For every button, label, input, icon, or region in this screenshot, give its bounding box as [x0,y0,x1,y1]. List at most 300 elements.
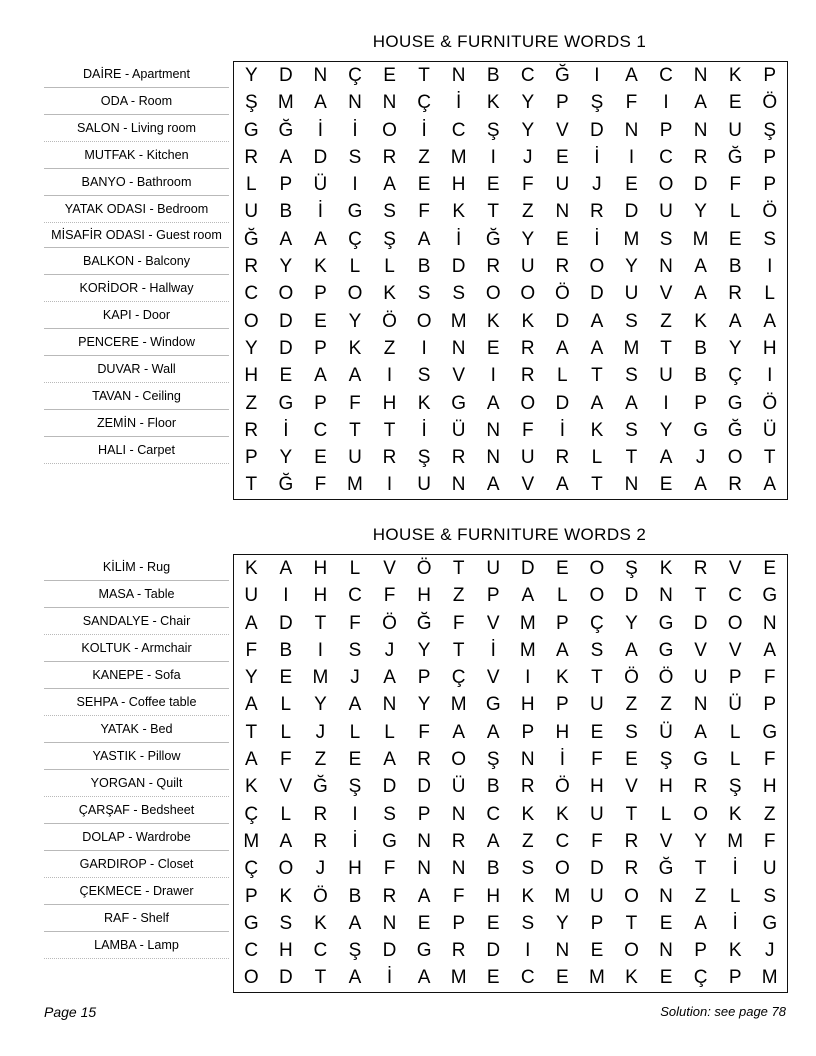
letter-cell[interactable]: E [556,228,569,250]
letter-cell[interactable]: Y [314,694,327,716]
letter-cell[interactable]: T [591,667,603,689]
letter-cell[interactable]: L [245,174,257,196]
letter-cell[interactable]: Y [279,256,293,278]
letter-cell[interactable]: E [556,558,569,579]
letter-cell[interactable]: Ö [762,201,778,223]
letter-cell[interactable]: A [556,337,569,359]
letter-cell[interactable]: N [555,940,570,962]
letter-cell[interactable]: B [348,885,362,907]
letter-cell[interactable]: G [693,419,708,441]
letter-cell[interactable]: S [279,912,293,934]
letter-cell[interactable]: U [348,447,362,469]
letter-cell[interactable]: N [486,419,501,441]
letter-cell[interactable]: O [658,174,674,196]
letter-cell[interactable]: T [349,419,361,441]
letter-cell[interactable]: C [728,585,743,607]
letter-cell[interactable]: I [317,639,324,661]
letter-cell[interactable]: Ö [382,612,397,634]
letter-cell[interactable]: R [382,885,397,907]
letter-cell[interactable]: Ü [728,694,743,716]
letter-cell[interactable]: S [452,283,465,305]
letter-cell[interactable]: İ [456,92,462,114]
letter-cell[interactable]: N [762,612,777,634]
letter-cell[interactable]: F [314,474,327,496]
letter-cell[interactable]: A [383,667,396,689]
letter-cell[interactable]: J [592,174,602,196]
letter-cell[interactable]: V [279,776,293,798]
letter-cell[interactable]: S [625,365,638,387]
letter-cell[interactable]: U [762,858,777,880]
letter-cell[interactable]: D [382,776,397,798]
letter-cell[interactable]: F [591,830,603,852]
letter-cell[interactable]: A [694,256,707,278]
letter-cell[interactable]: İ [352,830,358,852]
letter-cell[interactable]: R [520,776,535,798]
letter-cell[interactable]: Z [521,830,534,852]
letter-cell[interactable]: I [386,474,393,496]
letter-cell[interactable]: V [728,639,742,661]
letter-cell[interactable]: Y [244,65,258,86]
letter-cell[interactable]: T [452,639,465,661]
letter-cell[interactable]: J [695,447,706,469]
letter-cell[interactable]: K [486,92,500,114]
letter-cell[interactable]: E [486,174,500,196]
letter-cell[interactable]: Ş [486,119,500,141]
letter-cell[interactable]: T [314,612,327,634]
letter-cell[interactable]: H [244,365,259,387]
letter-cell[interactable]: D [693,612,708,634]
letter-cell[interactable]: A [279,146,293,168]
letter-cell[interactable]: M [450,146,467,168]
letter-cell[interactable]: A [348,694,362,716]
letter-cell[interactable]: F [280,749,292,771]
letter-cell[interactable]: S [763,228,777,250]
letter-cell[interactable]: I [767,256,773,278]
letter-cell[interactable]: A [625,639,638,661]
letter-cell[interactable]: K [348,337,362,359]
letter-cell[interactable]: U [728,119,743,141]
letter-cell[interactable]: E [625,174,638,196]
letter-cell[interactable]: Ğ [278,474,294,496]
letter-cell[interactable]: Ç [244,858,259,880]
letter-cell[interactable]: D [278,967,293,989]
letter-cell[interactable]: I [594,65,600,86]
letter-cell[interactable]: İ [283,419,289,441]
letter-cell[interactable]: Ö [624,667,639,689]
letter-cell[interactable]: D [520,558,535,579]
letter-cell[interactable]: A [694,283,707,305]
letter-cell[interactable]: A [417,228,431,250]
letter-cell[interactable]: Z [314,749,327,771]
letter-cell[interactable]: T [591,474,603,496]
letter-cell[interactable]: I [421,337,427,359]
letter-cell[interactable]: T [314,967,327,989]
letter-cell[interactable]: İ [317,201,324,223]
letter-cell[interactable]: I [525,667,531,689]
letter-cell[interactable]: N [382,694,397,716]
letter-cell[interactable]: Ü [451,419,466,441]
letter-cell[interactable]: K [694,310,707,332]
letter-cell[interactable]: U [244,201,259,223]
letter-cell[interactable]: Y [659,419,673,441]
letter-cell[interactable]: E [417,174,431,196]
letter-cell[interactable]: E [556,146,569,168]
letter-cell[interactable]: I [352,174,358,196]
letter-cell[interactable]: F [349,392,361,414]
letter-cell[interactable]: R [693,146,708,168]
letter-cell[interactable]: M [588,967,605,989]
letter-cell[interactable]: E [659,474,673,496]
letter-cell[interactable]: T [694,858,707,880]
letter-cell[interactable]: M [623,228,640,250]
letter-cell[interactable]: N [451,65,466,86]
letter-cell[interactable]: C [451,119,466,141]
letter-cell[interactable]: O [589,256,605,278]
letter-cell[interactable]: E [659,912,673,934]
letter-cell[interactable]: N [555,201,570,223]
letter-cell[interactable]: Ş [383,228,396,250]
letter-cell[interactable]: U [520,447,535,469]
letter-cell[interactable]: D [590,283,604,305]
letter-cell[interactable]: S [590,639,604,661]
letter-cell[interactable]: F [763,749,776,771]
letter-cell[interactable]: Y [244,667,258,689]
letter-cell[interactable]: U [486,558,501,579]
letter-cell[interactable]: A [694,912,707,934]
letter-cell[interactable]: P [659,119,673,141]
letter-cell[interactable]: C [313,940,328,962]
letter-cell[interactable]: A [763,310,777,332]
letter-cell[interactable]: H [486,885,501,907]
letter-cell[interactable]: P [417,667,431,689]
letter-cell[interactable]: B [694,337,707,359]
letter-cell[interactable]: O [520,283,536,305]
letter-cell[interactable]: Ç [417,92,431,114]
letter-cell[interactable]: T [763,447,776,469]
letter-cell[interactable]: G [243,912,259,934]
letter-cell[interactable]: R [520,365,535,387]
letter-cell[interactable]: B [486,65,500,86]
letter-cell[interactable]: G [243,119,259,141]
letter-cell[interactable]: F [521,174,534,196]
letter-cell[interactable]: Ş [763,119,777,141]
letter-cell[interactable]: R [382,447,397,469]
letter-cell[interactable]: U [417,474,431,496]
letter-cell[interactable]: İ [352,119,358,141]
letter-cell[interactable]: O [693,803,708,825]
letter-cell[interactable]: A [383,749,396,771]
letter-cell[interactable]: E [348,749,362,771]
letter-cell[interactable]: Ç [244,803,259,825]
letter-cell[interactable]: N [417,858,431,880]
letter-cell[interactable]: A [625,65,638,86]
letter-cell[interactable]: İ [421,119,427,141]
letter-cell[interactable]: L [349,558,361,579]
letter-cell[interactable]: H [659,776,673,798]
letter-cell[interactable]: E [314,310,327,332]
letter-cell[interactable]: R [486,256,501,278]
letter-cell[interactable]: O [554,858,570,880]
letter-cell[interactable]: Ğ [278,119,294,141]
letter-cell[interactable]: M [519,612,536,634]
letter-cell[interactable]: Ğ [485,228,501,250]
letter-cell[interactable]: I [663,392,669,414]
letter-cell[interactable]: R [624,830,639,852]
letter-cell[interactable]: A [314,92,327,114]
letter-cell[interactable]: L [729,885,741,907]
letter-cell[interactable]: P [279,174,293,196]
letter-cell[interactable]: P [452,912,465,934]
letter-cell[interactable]: H [278,940,293,962]
letter-cell[interactable]: Ö [762,92,778,114]
letter-cell[interactable]: Y [694,830,707,852]
letter-cell[interactable]: Y [348,310,362,332]
letter-cell[interactable]: A [244,612,258,634]
letter-cell[interactable]: I [352,803,358,825]
letter-cell[interactable]: F [591,749,603,771]
letter-cell[interactable]: T [591,365,603,387]
letter-cell[interactable]: Z [245,392,258,414]
letter-cell[interactable]: P [556,612,569,634]
letter-cell[interactable]: E [486,967,500,989]
letter-cell[interactable]: O [727,447,743,469]
letter-cell[interactable]: Ğ [658,858,674,880]
letter-cell[interactable]: A [694,92,707,114]
letter-cell[interactable]: Z [383,337,396,359]
letter-cell[interactable]: Ç [451,667,466,689]
letter-cell[interactable]: O [416,310,432,332]
letter-cell[interactable]: V [556,119,569,141]
letter-cell[interactable]: V [625,776,638,798]
letter-cell[interactable]: S [625,419,638,441]
letter-cell[interactable]: Ü [313,174,328,196]
letter-cell[interactable]: L [557,585,568,607]
letter-cell[interactable]: D [624,585,639,607]
letter-cell[interactable]: M [692,228,709,250]
letter-cell[interactable]: N [451,337,466,359]
letter-cell[interactable]: G [693,749,708,771]
letter-cell[interactable]: Ş [728,776,742,798]
letter-cell[interactable]: O [624,885,639,907]
letter-cell[interactable]: A [452,721,465,743]
letter-cell[interactable]: N [486,447,501,469]
letter-cell[interactable]: T [660,337,672,359]
letter-cell[interactable]: P [728,967,742,989]
letter-cell[interactable]: R [382,146,397,168]
letter-cell[interactable]: Ö [416,558,432,579]
letter-cell[interactable]: E [556,967,569,989]
letter-cell[interactable]: Ğ [727,146,743,168]
letter-cell[interactable]: R [451,447,466,469]
letter-cell[interactable]: O [243,967,259,989]
letter-cell[interactable]: I [767,365,773,387]
letter-cell[interactable]: Ş [244,92,258,114]
letter-cell[interactable]: P [417,803,431,825]
letter-cell[interactable]: E [417,912,431,934]
letter-cell[interactable]: E [763,558,777,579]
letter-cell[interactable]: İ [386,967,393,989]
letter-cell[interactable]: O [589,558,605,579]
letter-cell[interactable]: Ş [659,749,673,771]
letter-cell[interactable]: E [383,65,396,86]
letter-cell[interactable]: I [525,940,531,962]
letter-cell[interactable]: P [314,337,327,359]
letter-cell[interactable]: D [278,612,293,634]
letter-cell[interactable]: H [348,858,362,880]
letter-cell[interactable]: U [659,365,673,387]
letter-cell[interactable]: A [486,721,500,743]
letter-cell[interactable]: F [418,201,430,223]
letter-cell[interactable]: K [244,558,258,579]
letter-cell[interactable]: P [244,447,258,469]
letter-cell[interactable]: Y [556,912,569,934]
letter-cell[interactable]: İ [317,119,324,141]
letter-cell[interactable]: Ç [728,365,743,387]
letter-cell[interactable]: R [693,558,708,579]
letter-cell[interactable]: R [244,256,259,278]
letter-cell[interactable]: Z [625,694,638,716]
letter-cell[interactable]: Y [521,92,535,114]
letter-cell[interactable]: Z [452,585,465,607]
letter-cell[interactable]: C [244,940,259,962]
letter-cell[interactable]: G [278,392,294,414]
letter-cell[interactable]: S [383,201,396,223]
letter-cell[interactable]: N [382,92,397,114]
letter-cell[interactable]: A [348,365,362,387]
letter-cell[interactable]: A [417,885,431,907]
letter-cell[interactable]: A [556,639,569,661]
letter-cell[interactable]: N [417,830,431,852]
letter-cell[interactable]: Ö [658,667,674,689]
letter-cell[interactable]: R [417,749,431,771]
letter-cell[interactable]: U [244,585,259,607]
letter-cell[interactable]: M [450,694,467,716]
letter-cell[interactable]: Z [660,694,672,716]
letter-cell[interactable]: P [556,694,569,716]
letter-cell[interactable]: R [728,474,743,496]
letter-cell[interactable]: K [728,940,742,962]
letter-cell[interactable]: T [625,447,638,469]
letter-cell[interactable]: C [244,283,259,305]
letter-cell[interactable]: V [383,558,396,579]
letter-cell[interactable]: O [520,392,536,414]
letter-cell[interactable]: E [625,749,638,771]
letter-cell[interactable]: U [693,667,708,689]
letter-cell[interactable]: Y [521,228,535,250]
letter-cell[interactable]: İ [732,912,738,934]
letter-cell[interactable]: S [763,885,777,907]
letter-cell[interactable]: O [451,749,467,771]
letter-cell[interactable]: V [694,639,707,661]
letter-cell[interactable]: P [556,92,569,114]
letter-cell[interactable]: N [659,885,673,907]
letter-cell[interactable]: Z [763,803,776,825]
letter-cell[interactable]: S [521,912,535,934]
letter-cell[interactable]: D [313,146,328,168]
letter-cell[interactable]: P [486,585,500,607]
letter-cell[interactable]: F [521,419,534,441]
letter-cell[interactable]: J [764,940,775,962]
letter-cell[interactable]: G [382,830,397,852]
letter-cell[interactable]: M [519,639,536,661]
letter-cell[interactable]: D [693,174,708,196]
letter-cell[interactable]: F [383,858,396,880]
letter-cell[interactable]: M [243,830,260,852]
letter-cell[interactable]: K [625,967,638,989]
letter-cell[interactable]: T [625,803,638,825]
letter-cell[interactable]: U [590,803,604,825]
letter-cell[interactable]: R [244,419,259,441]
letter-cell[interactable]: M [450,967,467,989]
letter-cell[interactable]: Ö [762,392,778,414]
letter-cell[interactable]: L [280,803,292,825]
letter-cell[interactable]: F [625,92,638,114]
letter-cell[interactable]: R [313,803,328,825]
letter-cell[interactable]: Ç [693,967,708,989]
letter-cell[interactable]: M [450,310,467,332]
letter-cell[interactable]: N [382,912,397,934]
letter-cell[interactable]: D [555,392,570,414]
letter-cell[interactable]: V [486,612,500,634]
letter-cell[interactable]: S [417,365,431,387]
letter-cell[interactable]: L [729,201,741,223]
letter-cell[interactable]: D [486,940,501,962]
letter-cell[interactable]: E [279,667,293,689]
letter-cell[interactable]: P [314,392,327,414]
letter-cell[interactable]: Y [625,256,638,278]
letter-cell[interactable]: A [625,392,638,414]
letter-cell[interactable]: J [384,639,395,661]
letter-cell[interactable]: A [590,310,604,332]
letter-cell[interactable]: V [659,830,673,852]
letter-cell[interactable]: S [625,310,638,332]
letter-cell[interactable]: Ç [590,612,604,634]
letter-cell[interactable]: I [490,146,496,168]
letter-cell[interactable]: G [658,639,674,661]
letter-cell[interactable]: N [348,92,362,114]
letter-cell[interactable]: I [628,146,635,168]
letter-cell[interactable]: Y [625,612,638,634]
letter-cell[interactable]: K [590,419,604,441]
letter-cell[interactable]: P [521,721,535,743]
letter-cell[interactable]: L [660,803,672,825]
letter-cell[interactable]: R [244,146,259,168]
letter-cell[interactable]: A [383,174,396,196]
letter-cell[interactable]: Ğ [313,776,328,798]
letter-cell[interactable]: D [278,337,293,359]
letter-cell[interactable]: Ü [451,776,466,798]
letter-cell[interactable]: U [624,283,639,305]
letter-cell[interactable]: K [521,803,535,825]
letter-cell[interactable]: K [728,803,742,825]
letter-cell[interactable]: G [451,392,467,414]
letter-cell[interactable]: N [693,119,708,141]
letter-cell[interactable]: A [694,474,707,496]
letter-cell[interactable]: C [313,419,328,441]
letter-cell[interactable]: R [555,447,570,469]
letter-cell[interactable]: O [485,283,501,305]
letter-cell[interactable]: A [486,474,500,496]
letter-cell[interactable]: I [283,585,289,607]
letter-cell[interactable]: H [382,392,397,414]
letter-cell[interactable]: S [348,639,362,661]
letter-cell[interactable]: E [590,721,604,743]
letter-cell[interactable]: S [625,721,638,743]
letter-cell[interactable]: O [589,585,605,607]
letter-cell[interactable]: A [694,721,707,743]
letter-cell[interactable]: Ş [625,558,638,579]
letter-cell[interactable]: V [452,365,465,387]
